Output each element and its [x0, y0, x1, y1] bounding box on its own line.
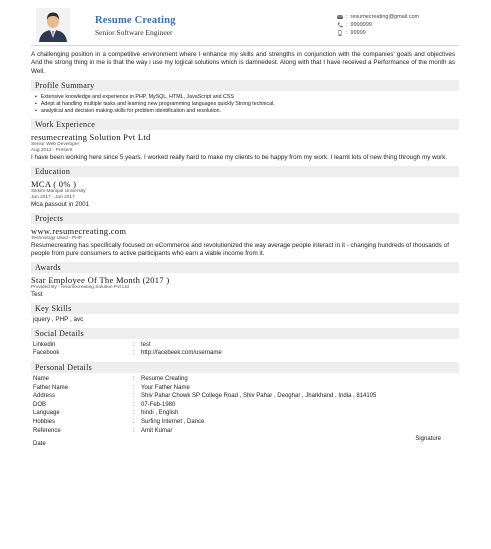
- personal-details-table: [33, 375, 441, 435]
- mobile-icon: [337, 30, 343, 36]
- project-description: Resumecreating has specifically focused on eCommerce and revolutionized the way average people interact in it - changing hundreds of thousands of people from pure consumers to active participants who earn a viable income from it.: [31, 241, 449, 257]
- career-objective: A challenging position in a competitive environment where I enhance my skills and strengths in conjunction with the companies' goals and objectives And the strong thing in me is that the way i use my logical solutions which is damnedest. Along with that I have received a Performance of the month as Well.: [31, 51, 455, 75]
- education-period: Jan 2017 - Jan 2017: [31, 194, 75, 200]
- resume-page: [31, 8, 459, 451]
- row-value: Amit Kumar: [141, 427, 173, 434]
- row-separator: :: [133, 401, 135, 408]
- section-header-social-details: Social Details: [31, 328, 459, 339]
- job-position: Senior Web Developer: [31, 141, 80, 147]
- mobile-text: 99999: [350, 30, 366, 36]
- row-label: Reference: [33, 427, 61, 434]
- row-label: Address: [33, 393, 56, 400]
- award-provider: Provided By : resumecreating Solution Pvt Ltd: [31, 284, 129, 290]
- table-row: [33, 418, 441, 427]
- row-separator: :: [133, 427, 135, 434]
- row-separator: :: [133, 419, 135, 426]
- row-value: hindi , English: [141, 410, 179, 417]
- row-label: DOB: [33, 401, 47, 408]
- candidate-name: Resume Creating: [95, 15, 176, 26]
- list-item: ▪ Adept at handling multiple tasks and learning new programming languages quickly Strong technical,: [35, 101, 459, 108]
- job-period: Aug 2012 - Present: [31, 147, 73, 153]
- date-label: Date: [33, 441, 46, 448]
- phone-text: 9999999: [350, 22, 372, 28]
- row-value: http://facebeek.com/username: [141, 350, 222, 357]
- award-name: Star Employee Of The Month (2017 ): [31, 274, 170, 285]
- table-row: [33, 384, 441, 393]
- table-row: [33, 427, 441, 436]
- table-row: [33, 401, 441, 410]
- project-name: www.resumecreating.com: [31, 225, 127, 236]
- phone-row: [337, 21, 419, 29]
- row-label: Name: [33, 376, 50, 383]
- key-skills-text: jquery , PHP , avc: [33, 315, 84, 323]
- award-entry: [31, 275, 459, 299]
- school-name: Sikkim Manipal University: [31, 188, 86, 194]
- row-separator: :: [133, 341, 135, 348]
- candidate-role: Senior Software Engineer: [95, 28, 173, 37]
- list-item: ▪ analytical and decision making skills for problem identification and resolution.: [35, 108, 459, 115]
- row-label: Father Name: [33, 384, 69, 391]
- section-header-projects: Projects: [31, 213, 459, 224]
- section-header-education: Education: [31, 166, 459, 177]
- row-separator: :: [133, 410, 135, 417]
- row-value: Surfing Internet , Dance: [141, 419, 205, 426]
- social-details-table: [33, 341, 441, 358]
- education-note: Mca passout in 2001: [31, 200, 90, 208]
- table-row: [33, 349, 441, 358]
- table-row: [33, 392, 441, 401]
- row-label: Hobbies: [33, 419, 56, 426]
- contact-separator: :: [346, 22, 348, 28]
- mobile-row: [337, 29, 419, 37]
- project-technology: Technology Used - PHP: [31, 235, 82, 241]
- table-row: [33, 341, 441, 350]
- table-row: [33, 375, 441, 384]
- company-name: resumecreating Solution Pvt Ltd: [31, 131, 151, 142]
- row-value: Shiv Pahar Chowk SP College Road , Shiv Pahar , Deoghar , Jharkhand , India , 814105: [141, 393, 377, 400]
- row-separator: :: [133, 350, 135, 357]
- mail-icon: [337, 14, 343, 20]
- table-row: [33, 409, 441, 418]
- contact-block: [337, 13, 419, 37]
- section-header-awards: Awards: [31, 262, 459, 273]
- profile-summary-list: [31, 94, 459, 115]
- phone-icon: [337, 22, 343, 28]
- email-text: resumecreating@gmail.com: [350, 14, 420, 20]
- row-value: Resume Creating: [141, 376, 188, 383]
- row-value: Your Father Name: [141, 384, 190, 391]
- section-header-work-experience: Work Experience: [31, 119, 459, 130]
- row-value: 07-Feb-1980: [141, 401, 176, 408]
- avatar: [36, 8, 70, 42]
- signature-label: Signature: [415, 436, 441, 443]
- education-entry: [31, 179, 459, 209]
- row-label: Facebook: [33, 350, 60, 357]
- email-row: [337, 13, 419, 21]
- award-note: Test: [31, 290, 43, 298]
- resume-header: [31, 8, 459, 46]
- row-label: Linkedin: [33, 341, 56, 348]
- section-header-profile-summary: Profile Summary: [31, 80, 459, 91]
- row-separator: :: [133, 393, 135, 400]
- section-header-personal-details: Personal Details: [31, 362, 459, 373]
- list-item: ▪ Extensive knowledge and experience in PHP, MySQL, HTML, JavaScript and CSS: [35, 94, 459, 101]
- degree-title: MCA ( 0% ): [31, 178, 77, 189]
- row-label: Language: [33, 410, 60, 417]
- contact-separator: :: [346, 30, 348, 36]
- row-separator: :: [133, 384, 135, 391]
- project-entry: [31, 226, 459, 258]
- resume-footer: [31, 436, 459, 451]
- work-entry: [31, 132, 459, 162]
- section-header-key-skills: Key Skills: [31, 303, 459, 314]
- row-separator: :: [133, 376, 135, 383]
- job-description: I have been working here since 5 years. I worked really hard to make my clients to be happy from my work. I learnt lots of new thing through my work.: [31, 153, 448, 161]
- contact-separator: :: [346, 14, 348, 20]
- row-value: test: [141, 341, 151, 348]
